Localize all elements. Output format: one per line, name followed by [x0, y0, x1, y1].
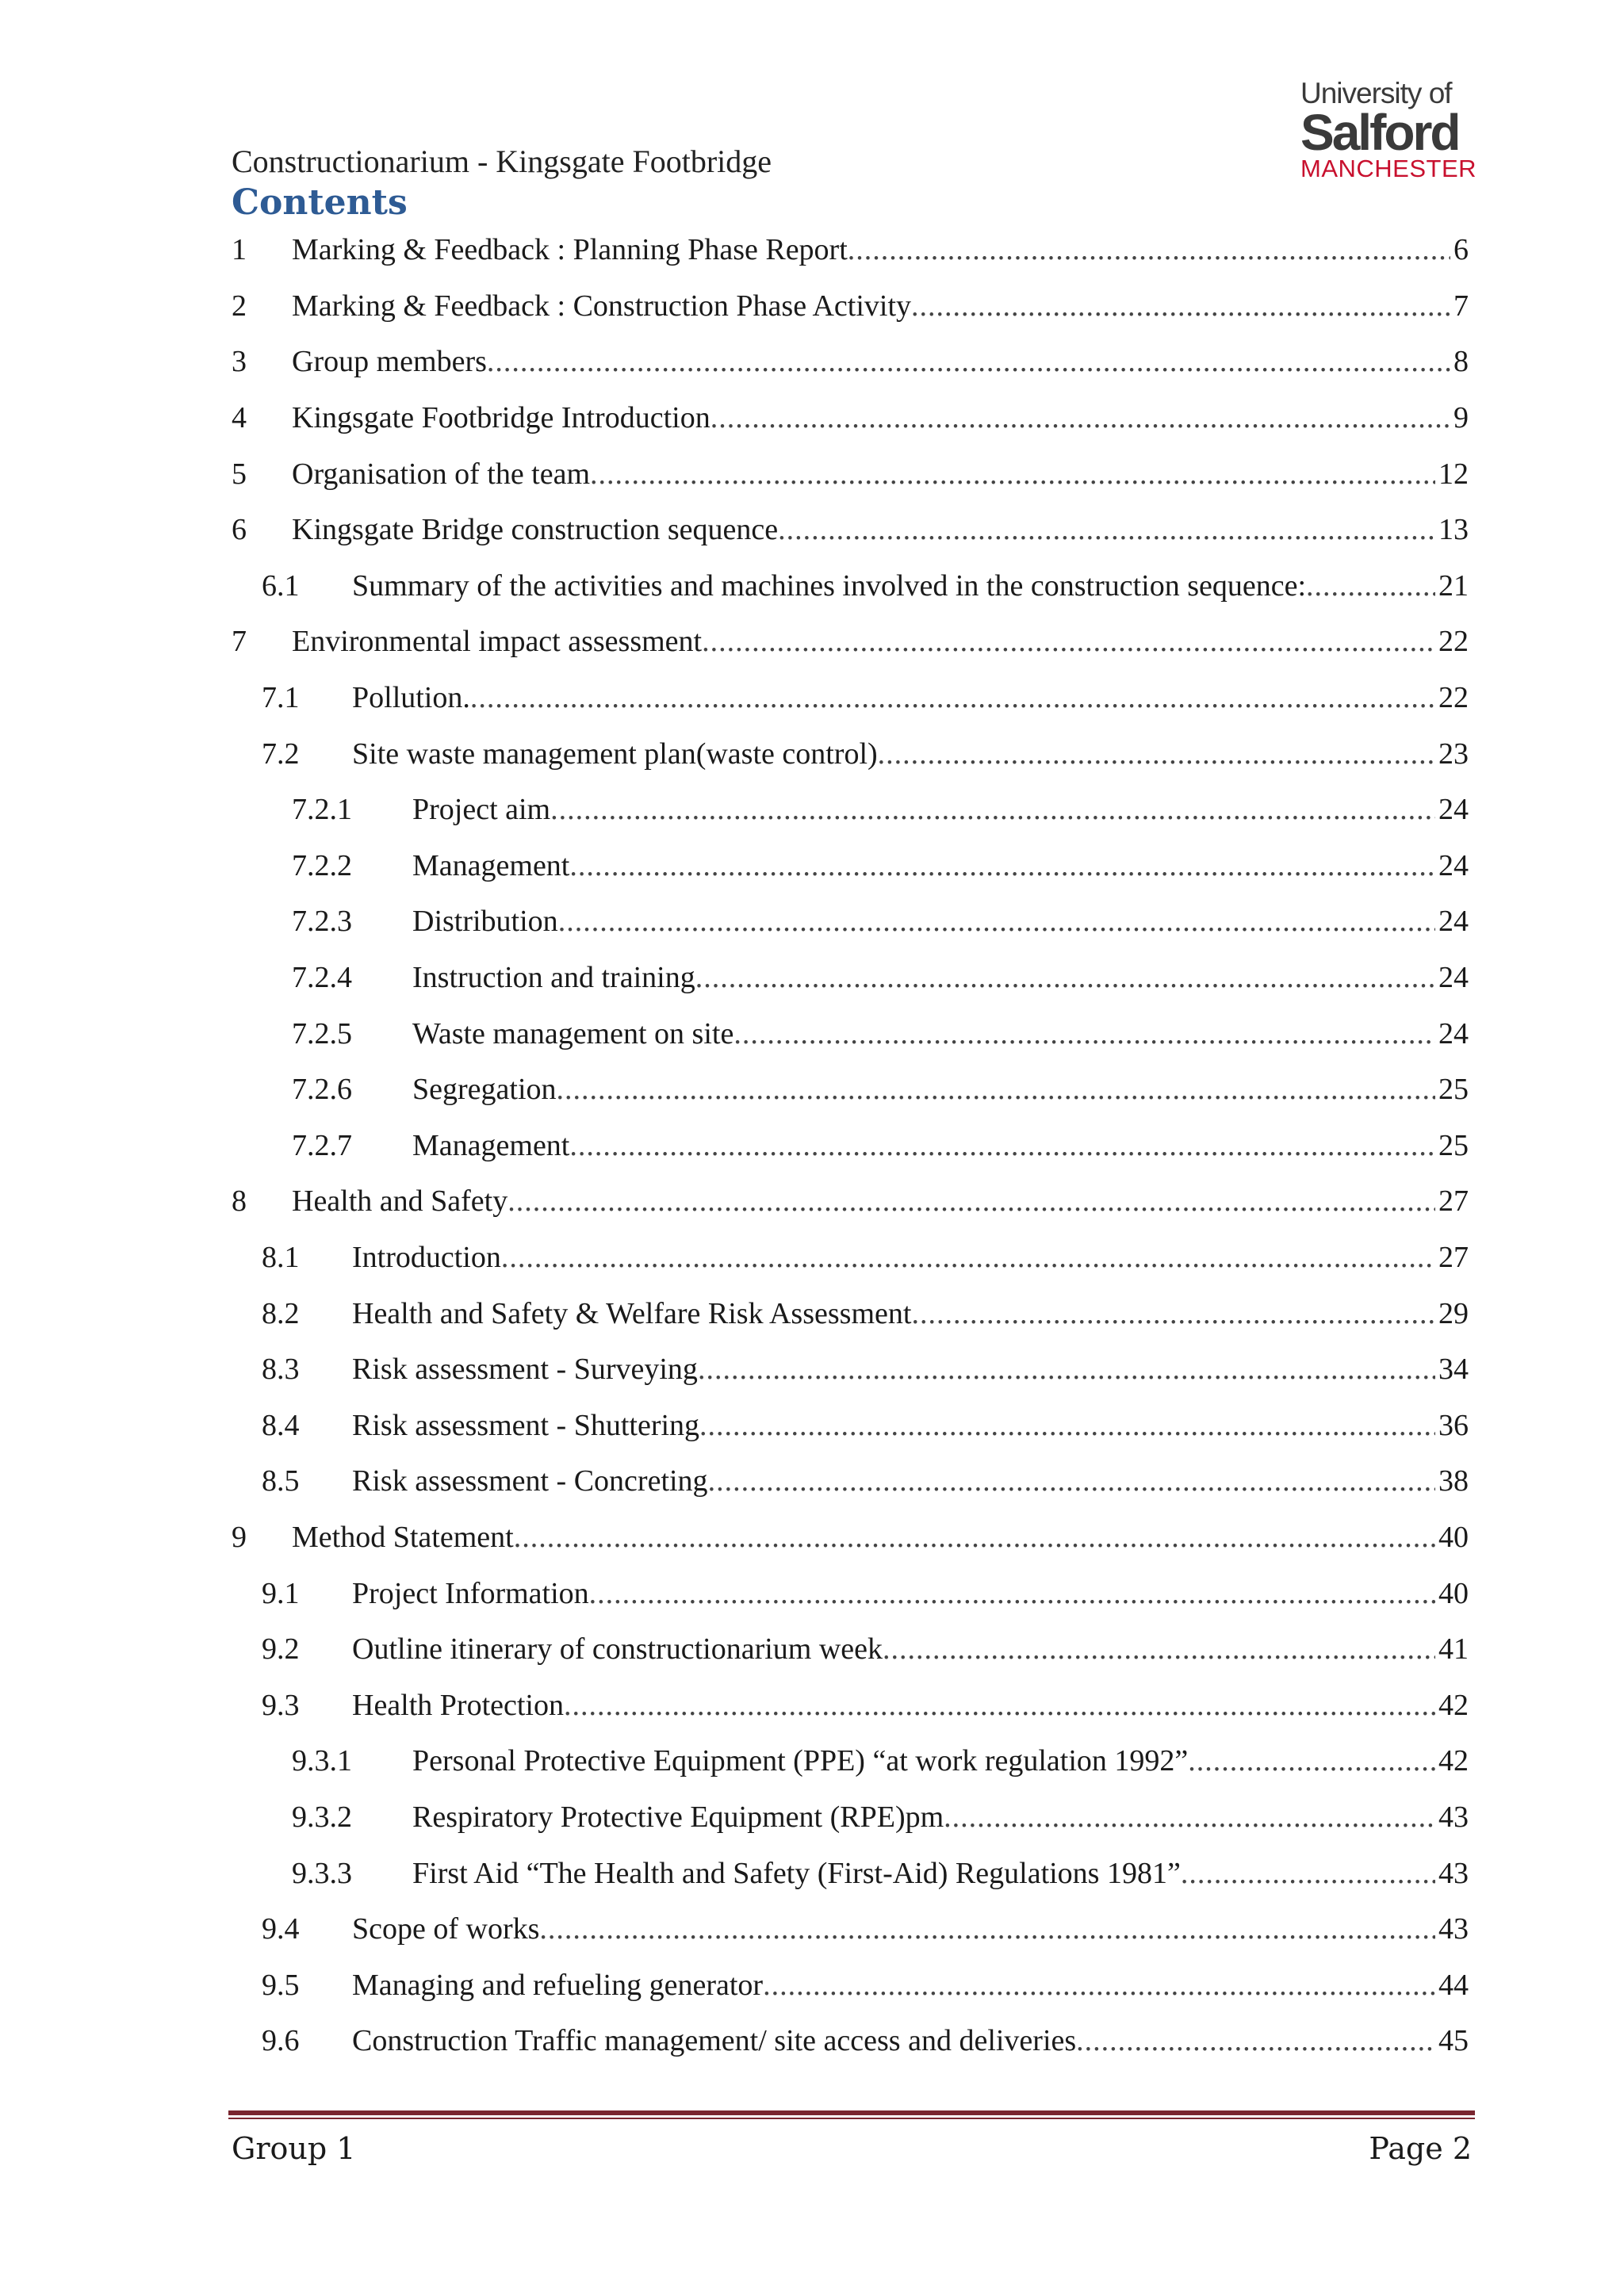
toc-entry-title: Health Protection [352, 1688, 564, 1722]
toc-dot-leader [763, 1968, 1435, 2003]
toc-dot-leader [944, 1800, 1435, 1835]
toc-entry-title: Organisation of the team [292, 457, 591, 491]
toc-entry-title: Kingsgate Footbridge Introduction [292, 401, 710, 435]
toc-entry-number: 9.3 [262, 1688, 300, 1722]
toc-entry-title: Segregation [412, 1073, 557, 1107]
toc-entry-number: 9.5 [262, 1968, 300, 2002]
toc-entry-page: 25 [1438, 1128, 1469, 1162]
toc-entry-number: 2 [232, 289, 247, 323]
toc-entry-line [352, 1240, 1469, 1275]
toc-entry[interactable] [232, 278, 1469, 335]
toc-entry-number: 7.2.4 [292, 961, 352, 995]
toc-entry-title: Instruction and training [412, 961, 695, 995]
toc-entry-number: 9.1 [262, 1576, 300, 1610]
toc-entry-page: 42 [1438, 1744, 1469, 1778]
toc-entry-title: Outline itinerary of constructionarium week [352, 1632, 883, 1667]
toc-entry-number: 7.2 [262, 737, 300, 771]
toc-dot-leader [878, 737, 1435, 771]
toc-entry-line [292, 1184, 1469, 1219]
toc-entry-page: 43 [1438, 1800, 1469, 1834]
toc-entry-page: 24 [1438, 1016, 1469, 1050]
toc-dot-leader [569, 1128, 1435, 1163]
toc-entry-line [412, 1743, 1469, 1778]
toc-entry[interactable] [232, 446, 1469, 502]
toc-entry-page: 21 [1438, 568, 1469, 603]
toc-entry-line [412, 1016, 1469, 1051]
toc-entry-line [352, 737, 1469, 771]
toc-entry[interactable] [232, 838, 1469, 894]
toc-entry-number: 5 [232, 457, 247, 491]
toc-entry[interactable] [232, 1062, 1469, 1118]
toc-entry-title: Site waste management plan(waste control) [352, 737, 878, 771]
toc-dot-leader [699, 1408, 1435, 1443]
toc-entry[interactable] [232, 1005, 1469, 1062]
toc-entry-number: 9.3.1 [292, 1744, 352, 1778]
toc-entry[interactable] [232, 1845, 1469, 1901]
toc-entry[interactable] [232, 1453, 1469, 1510]
toc-entry-title: Scope of works [352, 1912, 540, 1946]
toc-entry-page: 27 [1438, 1184, 1469, 1219]
toc-entry[interactable] [232, 1789, 1469, 1846]
toc-entry-page: 45 [1438, 2024, 1469, 2058]
toc-entry-title: Summary of the activities and machines involved in the construction sequence: [352, 568, 1307, 603]
toc-dot-leader [487, 344, 1450, 379]
toc-entry-title: First Aid “The Health and Safety (First-Aid) Regulations 1981” [412, 1856, 1181, 1890]
toc-entry[interactable] [232, 782, 1469, 838]
toc-entry-line [412, 1128, 1469, 1163]
toc-entry-page: 29 [1438, 1296, 1469, 1330]
toc-entry-number: 7.2.5 [292, 1016, 352, 1050]
toc-entry-line [292, 457, 1469, 492]
toc-entry[interactable] [232, 1341, 1469, 1398]
toc-entry-page: 44 [1438, 1968, 1469, 2002]
toc-entry[interactable] [232, 894, 1469, 950]
toc-entry-number: 4 [232, 401, 247, 435]
toc-entry[interactable] [232, 1901, 1469, 1957]
toc-dot-leader [514, 1520, 1435, 1555]
toc-dot-leader [1306, 568, 1435, 603]
toc-dot-leader [470, 680, 1435, 715]
toc-dot-leader [590, 457, 1435, 492]
toc-entry-page: 24 [1438, 905, 1469, 939]
toc-dot-leader [911, 289, 1450, 323]
toc-entry[interactable] [232, 2013, 1469, 2069]
toc-entry[interactable] [232, 1285, 1469, 1341]
toc-entry-page: 40 [1438, 1520, 1469, 1554]
toc-entry-page: 43 [1438, 1912, 1469, 1946]
toc-entry-line [412, 1800, 1469, 1835]
toc-entry-number: 7.1 [262, 681, 300, 715]
toc-entry[interactable] [232, 334, 1469, 390]
logo-line-3: MANCHESTER [1300, 155, 1477, 182]
toc-entry-line [292, 512, 1469, 547]
toc-entry-number: 8 [232, 1184, 247, 1219]
toc-entry-number: 7.2.7 [292, 1128, 352, 1162]
toc-dot-leader [778, 512, 1435, 547]
toc-dot-leader [508, 1184, 1435, 1219]
toc-entry-page: 12 [1438, 457, 1469, 491]
toc-entry-line [352, 1576, 1469, 1611]
toc-entry[interactable] [232, 390, 1469, 446]
toc-entry-number: 7.2.6 [292, 1073, 352, 1107]
toc-entry-page: 6 [1454, 233, 1469, 267]
toc-entry-title: Management [412, 848, 570, 882]
toc-entry-page: 41 [1438, 1632, 1469, 1667]
toc-entry-title: Environmental impact assessment [292, 625, 703, 659]
toc-entry-title: Construction Traffic management/ site access and deliveries [352, 2024, 1077, 2058]
toc-entry-title: Marking & Feedback : Construction Phase Activity [292, 289, 912, 323]
footer-group: Group 1 [232, 2131, 356, 2166]
toc-entry-line [352, 1352, 1469, 1387]
toc-entry-number: 8.5 [262, 1464, 300, 1498]
toc-dot-leader [539, 1911, 1435, 1946]
toc-entry-title: Risk assessment - Concreting [352, 1464, 708, 1498]
toc-entry-number: 6.1 [262, 568, 300, 603]
logo-line-1: University of [1300, 77, 1452, 109]
toc-dot-leader [1181, 1856, 1435, 1891]
toc-entry-line [352, 2023, 1469, 2058]
toc-entry[interactable] [232, 1621, 1469, 1678]
toc-dot-leader [708, 1464, 1435, 1498]
toc-entry-title: Health and Safety [292, 1184, 508, 1219]
toc-entry-number: 9.3.3 [292, 1856, 352, 1890]
toc-entry-number: 8.3 [262, 1353, 300, 1387]
toc-entry[interactable] [232, 670, 1469, 726]
toc-dot-leader [848, 232, 1450, 267]
toc-entry-number: 1 [232, 233, 247, 267]
toc-entry[interactable] [232, 558, 1469, 614]
toc-entry-page: 24 [1438, 793, 1469, 827]
toc-dot-leader [564, 1688, 1435, 1723]
toc-dot-leader [557, 1072, 1435, 1107]
toc-entry-number: 8.4 [262, 1408, 300, 1442]
toc-entry-line [352, 1632, 1469, 1667]
toc-dot-leader [569, 848, 1435, 883]
toc-dot-leader [702, 624, 1435, 659]
toc-dot-leader [695, 960, 1435, 995]
toc-entry-title: Project aim [412, 793, 551, 827]
toc-entry-title: Management [412, 1128, 570, 1162]
toc-entry-line [292, 624, 1469, 659]
toc-entry-line [292, 344, 1469, 379]
toc-entry-line [352, 1911, 1469, 1946]
toc-entry-number: 6 [232, 513, 247, 547]
toc-entry-title: Kingsgate Bridge construction sequence [292, 513, 779, 547]
toc-entry[interactable] [232, 1173, 1469, 1230]
toc-entry[interactable] [232, 1230, 1469, 1286]
toc-entry[interactable] [232, 950, 1469, 1006]
toc-entry-number: 7.2.2 [292, 848, 352, 882]
toc-entry[interactable] [232, 614, 1469, 670]
toc-entry-line [412, 960, 1469, 995]
toc-dot-leader [883, 1632, 1435, 1667]
toc-entry-title: Project Information [352, 1576, 589, 1610]
toc-entry-page: 43 [1438, 1856, 1469, 1890]
toc-entry-title: Health and Safety & Welfare Risk Assessment [352, 1296, 912, 1330]
toc-entry-line [352, 1464, 1469, 1498]
toc-entry-page: 36 [1438, 1408, 1469, 1442]
toc-entry-page: 27 [1438, 1240, 1469, 1274]
toc-entry-title: Method Statement [292, 1520, 514, 1554]
table-of-contents [232, 222, 1469, 2069]
toc-entry-page: 23 [1438, 737, 1469, 771]
toc-entry-title: Risk assessment - Shuttering [352, 1408, 700, 1442]
toc-entry[interactable] [232, 1510, 1469, 1566]
toc-entry-line [412, 1072, 1469, 1107]
toc-dot-leader [733, 1016, 1435, 1051]
toc-entry-page: 7 [1454, 289, 1469, 323]
toc-entry[interactable] [232, 502, 1469, 558]
toc-entry-page: 8 [1454, 345, 1469, 379]
toc-entry-page: 34 [1438, 1353, 1469, 1387]
toc-entry-title: Personal Protective Equipment (PPE) “at work regulation 1992” [412, 1744, 1189, 1778]
toc-entry[interactable] [232, 1677, 1469, 1733]
toc-entry-title: Risk assessment - Surveying [352, 1353, 698, 1387]
toc-dot-leader [698, 1352, 1435, 1387]
toc-entry-title: Respiratory Protective Equipment (RPE)pm [412, 1800, 944, 1834]
toc-entry[interactable] [232, 1118, 1469, 1174]
toc-entry-page: 40 [1438, 1576, 1469, 1610]
toc-dot-leader [589, 1576, 1435, 1611]
toc-entry-number: 7 [232, 625, 247, 659]
toc-entry-line [352, 1688, 1469, 1723]
toc-entry-line [412, 1856, 1469, 1891]
toc-dot-leader [501, 1240, 1435, 1275]
toc-entry-title: Pollution. [352, 681, 470, 715]
toc-entry-number: 8.2 [262, 1296, 300, 1330]
toc-dot-leader [1188, 1743, 1435, 1778]
toc-entry[interactable] [232, 1565, 1469, 1621]
toc-entry[interactable] [232, 725, 1469, 782]
toc-dot-leader [558, 904, 1435, 939]
toc-entry-line [352, 680, 1469, 715]
toc-entry[interactable] [232, 222, 1469, 278]
toc-entry-title: Introduction [352, 1240, 501, 1274]
toc-entry[interactable] [232, 1957, 1469, 2013]
toc-entry-line [352, 568, 1469, 603]
footer-rule-thin [228, 2118, 1475, 2119]
toc-entry-line [412, 792, 1469, 827]
toc-entry-page: 24 [1438, 848, 1469, 882]
toc-entry-page: 9 [1454, 401, 1469, 435]
footer-rule [228, 2110, 1475, 2115]
toc-entry-title: Distribution [412, 905, 558, 939]
toc-entry-number: 9.3.2 [292, 1800, 352, 1834]
toc-dot-leader [1076, 2023, 1435, 2058]
toc-entry-page: 24 [1438, 961, 1469, 995]
toc-entry-page: 38 [1438, 1464, 1469, 1498]
toc-entry-number: 9.6 [262, 2024, 300, 2058]
document-header-title: Constructionarium - Kingsgate Footbridge [232, 144, 772, 179]
toc-entry-line [292, 289, 1469, 323]
toc-entry-page: 22 [1438, 681, 1469, 715]
toc-entry-page: 13 [1438, 513, 1469, 547]
toc-entry-line [352, 1296, 1469, 1331]
toc-entry-page: 25 [1438, 1073, 1469, 1107]
toc-entry-number: 7.2.1 [292, 793, 352, 827]
toc-entry-number: 9.4 [262, 1912, 300, 1946]
toc-entry-page: 42 [1438, 1688, 1469, 1722]
toc-entry-line [292, 232, 1469, 267]
toc-entry-line [412, 848, 1469, 883]
toc-entry-page: 22 [1438, 625, 1469, 659]
toc-dot-leader [710, 400, 1450, 435]
toc-entry-number: 9 [232, 1520, 247, 1554]
toc-entry-line [292, 400, 1469, 435]
toc-entry-title: Managing and refueling generator [352, 1968, 764, 2002]
footer-page-number: Page 2 [1369, 2131, 1472, 2166]
toc-entry-line [352, 1408, 1469, 1443]
toc-entry[interactable] [232, 1733, 1469, 1789]
toc-entry-line [292, 1520, 1469, 1555]
toc-entry-line [412, 904, 1469, 939]
toc-entry-title: Waste management on site [412, 1016, 734, 1050]
toc-dot-leader [550, 792, 1435, 827]
toc-entry[interactable] [232, 1397, 1469, 1453]
toc-entry-number: 9.2 [262, 1632, 300, 1667]
toc-entry-number: 8.1 [262, 1240, 300, 1274]
toc-entry-number: 3 [232, 345, 247, 379]
toc-entry-number: 7.2.3 [292, 905, 352, 939]
toc-entry-title: Group members [292, 345, 487, 379]
logo-line-2: Salford [1300, 104, 1459, 161]
university-logo [1300, 77, 1477, 182]
toc-dot-leader [911, 1296, 1435, 1331]
toc-entry-line [352, 1968, 1469, 2003]
contents-heading: Contents [232, 182, 408, 223]
toc-entry-title: Marking & Feedback : Planning Phase Report [292, 233, 848, 267]
